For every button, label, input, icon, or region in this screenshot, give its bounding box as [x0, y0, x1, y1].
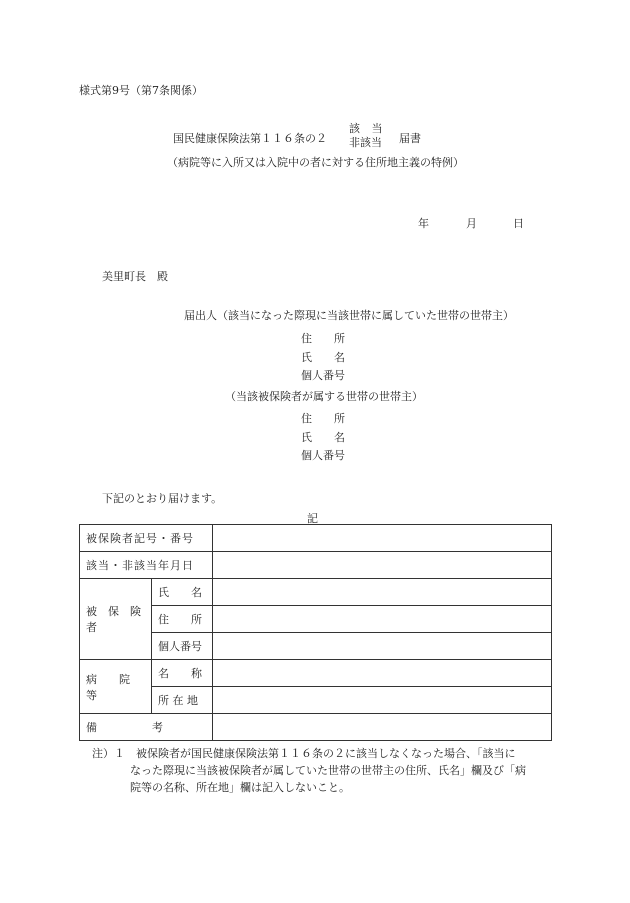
title-main: 国民健康保険法第１１６条の２ [173, 132, 327, 145]
household-head-name-label: 氏 名 [301, 431, 345, 444]
date-year-label: 年 [418, 217, 429, 230]
lead-text: 下記のとおり届けます。 [102, 492, 223, 505]
applicable-date-label: 該当・非該当年月日 [80, 552, 213, 579]
hospital-location-field[interactable] [213, 687, 552, 714]
remarks-field[interactable] [213, 714, 552, 741]
remarks-label: 備 考 [80, 714, 213, 741]
household-head-address-label: 住 所 [301, 412, 345, 425]
footnote-prefix: 注）１ [92, 747, 125, 760]
footnote-line-1 [92, 745, 562, 762]
insured-id-field[interactable] [213, 633, 552, 660]
form-number: 様式第9号（第7条関係） [79, 84, 203, 97]
applicable-date-field[interactable] [213, 552, 552, 579]
table-row [80, 714, 552, 741]
form-subtitle: （病院等に入所又は入院中の者に対する住所地主義の特例） [167, 156, 464, 169]
hospital-group-label: 病 院 等 [80, 660, 152, 714]
household-head-heading: （当該被保険者が属する世帯の世帯主） [225, 390, 423, 403]
insured-group-label: 被 保 険 者 [80, 579, 152, 660]
insured-name-field[interactable] [213, 579, 552, 606]
table-row [80, 552, 552, 579]
option-not-applicable: 非該当 [349, 136, 382, 149]
household-head-id-label: 個人番号 [301, 449, 345, 462]
addressee: 美里町長 殿 [102, 270, 168, 283]
form-table [79, 524, 552, 741]
notifier-id-label: 個人番号 [301, 369, 345, 382]
insured-number-label: 被保険者記号・番号 [80, 525, 213, 552]
table-row [80, 525, 552, 552]
hospital-name-label: 名 称 [152, 660, 213, 687]
ki-heading: 記 [307, 512, 318, 525]
insured-name-label: 氏 名 [152, 579, 213, 606]
title-suffix: 届書 [399, 132, 421, 145]
hospital-name-field[interactable] [213, 660, 552, 687]
date-month-label: 月 [466, 217, 477, 230]
insured-number-field[interactable] [213, 525, 552, 552]
option-applicable: 該 当 [349, 122, 387, 135]
insured-address-label: 住 所 [152, 606, 213, 633]
footnote-line-3: 院等の名称、所在地」欄は記入しないこと。 [130, 781, 350, 794]
notifier-address-label: 住 所 [301, 332, 345, 345]
notifier-heading: 届出人（該当になった際現に当該世帯に属していた世帯の世帯主） [184, 309, 514, 322]
title-options [349, 122, 387, 150]
footnote-line-2: なった際現に当該被保険者が属していた世帯の世帯主の住所、氏名」欄及び「病 [130, 764, 526, 777]
footnote-text-1: 被保険者が国民健康保険法第１１６条の２に該当しなくなった場合、「該当に [136, 747, 516, 760]
insured-id-label: 個人番号 [152, 633, 213, 660]
insured-address-field[interactable] [213, 606, 552, 633]
table-row [80, 579, 552, 606]
footnote [92, 745, 562, 796]
notifier-name-label: 氏 名 [301, 351, 345, 364]
date-day-label: 日 [513, 217, 524, 230]
table-row [80, 660, 552, 687]
hospital-location-label: 所 在 地 [152, 687, 213, 714]
